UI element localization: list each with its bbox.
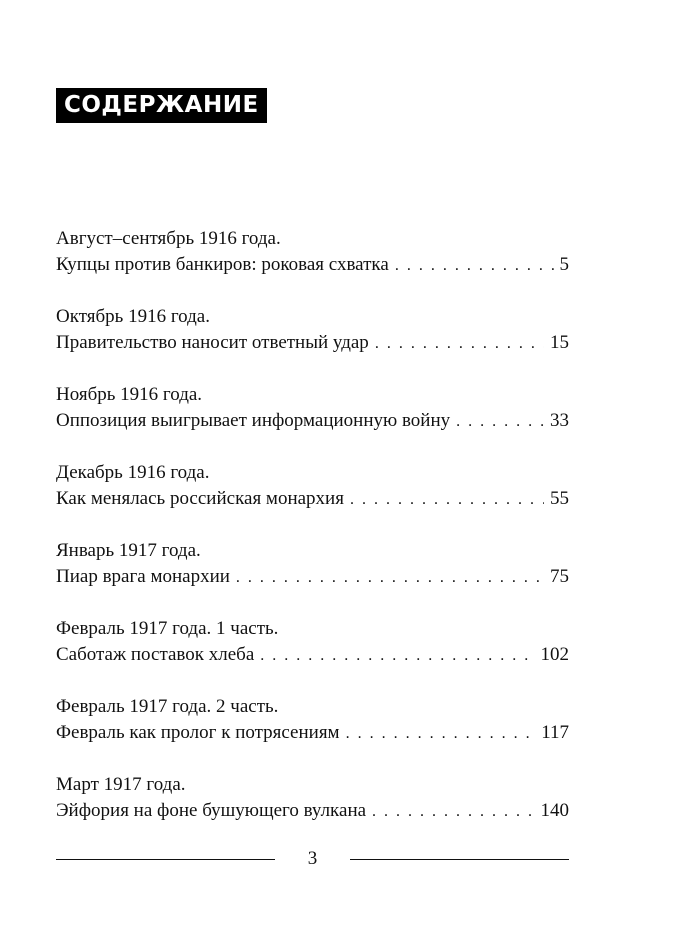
contents-heading: СОДЕРЖАНИЕ [56,88,267,123]
toc-entry-title: Саботаж поставок хлеба [56,644,255,665]
toc-entry [56,460,569,538]
toc-entry-page-number: 33 [550,410,569,431]
dot-leader [350,487,544,513]
dot-leader [372,799,534,825]
toc-entry-line [56,408,569,435]
toc-entry-title: Правительство наносит ответный удар [56,332,369,353]
toc-entry [56,772,569,850]
toc-entry-period: Август–сентябрь 1916 года. [56,228,281,249]
toc-entry [56,382,569,460]
toc-entry-line [56,564,569,591]
page-footer [56,846,569,872]
toc-entry-page-number: 5 [559,254,569,275]
toc-entry-line [56,720,569,747]
toc-entry-title: Февраль как пролог к потрясениям [56,722,340,743]
toc-entry-page-number: 75 [550,566,569,587]
toc-entry-page-number: 117 [541,722,569,743]
dot-leader [236,565,544,591]
toc-entry [56,304,569,382]
footer-rule-right [350,859,569,860]
toc-entry-line [56,330,569,357]
dot-leader [395,253,554,279]
toc-entry-period: Ноябрь 1916 года. [56,384,203,405]
toc-entry-line [56,798,569,825]
toc-entry-page-number: 55 [550,488,569,509]
toc-entry-period: Март 1917 года. [56,774,186,795]
toc-entry-page-number: 140 [540,800,569,821]
dot-leader [375,331,544,357]
toc-entry-period: Январь 1917 года. [56,540,201,561]
toc-entry-period: Декабрь 1916 года. [56,462,210,483]
toc-entry-period: Февраль 1917 года. 2 часть. [56,696,279,717]
dot-leader [456,409,544,435]
toc-entry-title: Оппозиция выигрывает информационную войну [56,410,451,431]
toc-entry [56,694,569,772]
toc-entry-line [56,486,569,513]
toc-entry-page-number: 102 [540,644,569,665]
toc-entry-title: Купцы против банкиров: роковая схватка [56,254,389,275]
folio-page-number: 3 [307,848,318,869]
toc-entry-title: Пиар врага монархии [56,566,230,587]
toc-entry-line [56,252,569,279]
toc-entry-line [56,642,569,669]
table-of-contents [56,226,569,850]
dot-leader [346,721,536,747]
toc-entry-period: Февраль 1917 года. 1 часть. [56,618,279,639]
toc-entry-title: Как менялась российская монархия [56,488,344,509]
toc-entry [56,616,569,694]
dot-leader [260,643,534,669]
toc-entry [56,226,569,304]
toc-entry-title: Эйфория на фоне бушующего вулкана [56,800,367,821]
toc-entry-period: Октябрь 1916 года. [56,306,210,327]
toc-entry [56,538,569,616]
toc-entry-page-number: 15 [550,332,569,353]
